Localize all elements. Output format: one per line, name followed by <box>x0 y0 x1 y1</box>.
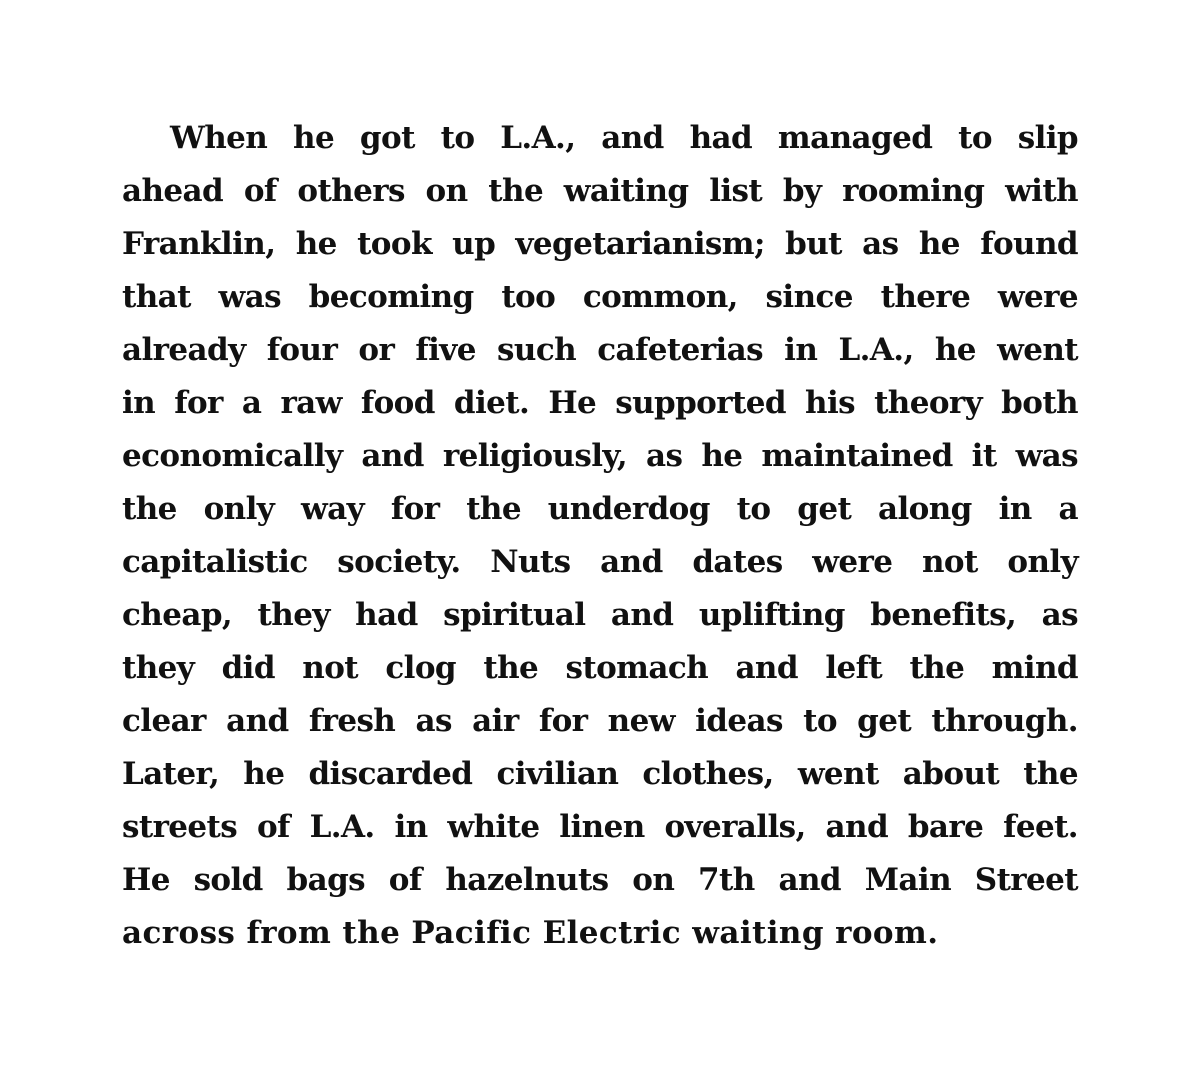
text-line-9: capitalistic society. Nuts and dates were not only <box>122 544 1078 580</box>
text-line-3: Franklin, he took up vegetarianism; but as he found <box>122 226 1078 262</box>
text-line-6: in for a raw food diet. He supported his theory both <box>122 385 1078 421</box>
text-line-10: cheap, they had spiritual and uplifting benefits, as <box>122 597 1078 633</box>
text-line-7: economically and religiously, as he maintained it was <box>122 438 1078 474</box>
text-line-5: already four or five such cafeterias in L.A., he went <box>122 332 1078 368</box>
text-line-16: across from the Pacific Electric waiting room. <box>122 915 939 951</box>
text-line-11: they did not clog the stomach and left the mind <box>122 650 1078 686</box>
text-line-14: streets of L.A. in white linen overalls, and bare feet. <box>122 809 1078 845</box>
text-line-12: clear and fresh as air for new ideas to get through. <box>122 703 1078 739</box>
text-line-4: that was becoming too common, since there were <box>122 279 1078 315</box>
text-line-13: Later, he discarded civilian clothes, went about the <box>122 756 1078 792</box>
text-line-15: He sold bags of hazelnuts on 7th and Main Street <box>122 862 1078 898</box>
text-line-2: ahead of others on the waiting list by rooming with <box>122 173 1078 209</box>
text-line-1: When he got to L.A., and had managed to slip <box>170 120 1078 156</box>
text-passage <box>122 112 1078 960</box>
text-line-8: the only way for the underdog to get along in a <box>122 491 1078 527</box>
